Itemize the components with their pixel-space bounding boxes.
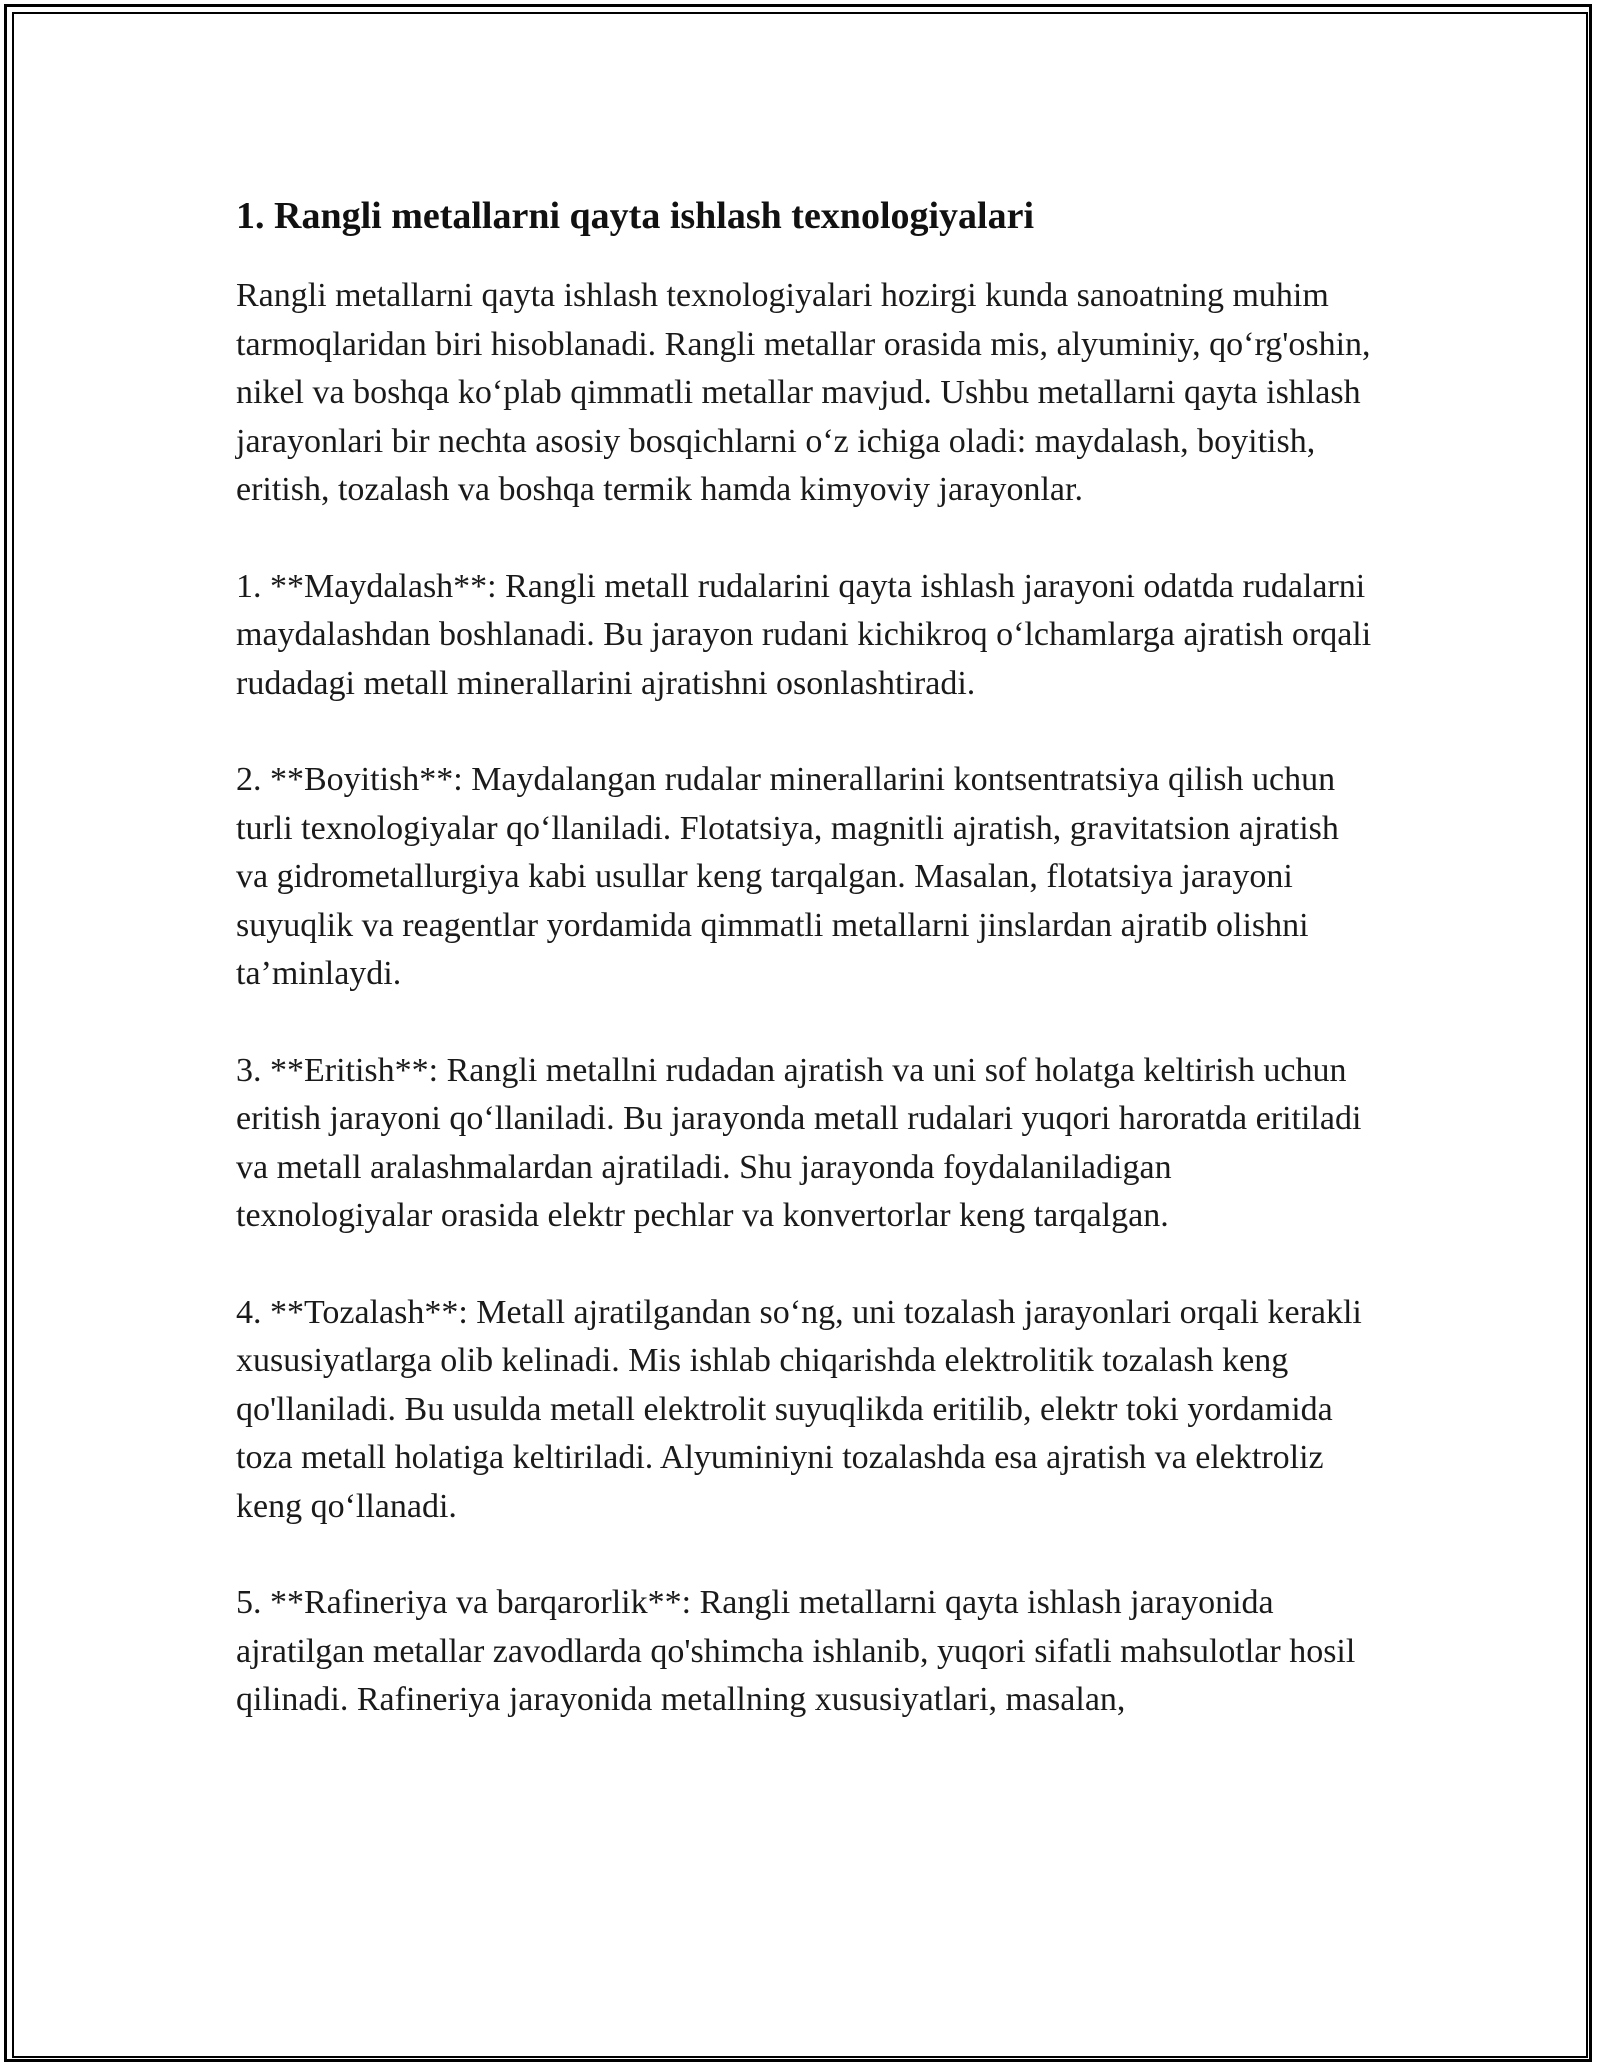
section-heading: 1. Rangli metallarni qayta ishlash texnologiyalari bbox=[236, 195, 1035, 237]
document-body bbox=[236, 190, 1376, 1773]
paragraph-tozalash: 4. **Tozalash**: Metall ajratilgandan so‘ng, uni tozalash jarayonlari orqali kerakli xususiyatlarga olib kelinadi. Mis ishlab chiqarishda elektrolitik tozalash keng qo'llaniladi. Bu usulda metall elektrolit suyuqlikda eritilib, elektr toki yordamida toza metall holatiga keltiriladi. Alyuminiyni tozalashda esa ajratish va elektroliz keng qo‘llanadi. bbox=[236, 1293, 1362, 1525]
paragraph-boyitish: 2. **Boyitish**: Maydalangan rudalar minerallarini kontsentratsiya qilish uchun turli texnologiyalar qo‘llaniladi. Flotatsiya, magnitli ajratish, gravitatsion ajratish va gidrometallurgiya kabi usullar keng tarqalgan. Masalan, flotatsiya jarayoni suyuqlik va reagentlar yordamida qimmatli metallarni jinslardan ajratib olishni ta’minlaydi. bbox=[236, 761, 1339, 992]
paragraph-eritish: 3. **Eritish**: Rangli metallni rudadan ajratish va uni sof holatga keltirish uchun eritish jarayoni qo‘llaniladi. Bu jarayonda metall rudalari yuqori haroratda eritiladi va metall aralashmalardan ajratiladi. Shu jarayonda foydalaniladigan texnologiyalar orasida elektr pechlar va konvertorlar keng tarqalgan. bbox=[236, 1051, 1362, 1234]
paragraph-rafineriya: 5. **Rafineriya va barqarorlik**: Rangli metallarni qayta ishlash jarayonida ajratilgan metallar zavodlarda qo'shimcha ishlanib, yuqori sifatli mahsulotlar hosil qilinadi. Rafineriya jarayonida metallning xususiyatlari, masalan, bbox=[236, 1584, 1356, 1718]
paragraph-maydalash: 1. **Maydalash**: Rangli metall rudalarini qayta ishlash jarayoni odatda rudalarni maydalashdan boshlanadi. Bu jarayon rudani kichikroq o‘lchamlarga ajratish orqali rudadagi metall minerallarini ajratishni osonlashtiradi. bbox=[236, 567, 1372, 702]
intro-paragraph: Rangli metallarni qayta ishlash texnologiyalari hozirgi kunda sanoatning muhim tarmoqlaridan biri hisoblanadi. Rangli metallar orasida mis, alyuminiy, qo‘rg'oshin, nikel va boshqa ko‘plab qimmatli metallar mavjud. Ushbu metallarni qayta ishlash jarayonlari bir nechta asosiy bosqichlarni o‘z ichiga oladi: maydalash, boyitish, eritish, tozalash va boshqa termik hamda kimyoviy jarayonlar. bbox=[236, 277, 1371, 508]
